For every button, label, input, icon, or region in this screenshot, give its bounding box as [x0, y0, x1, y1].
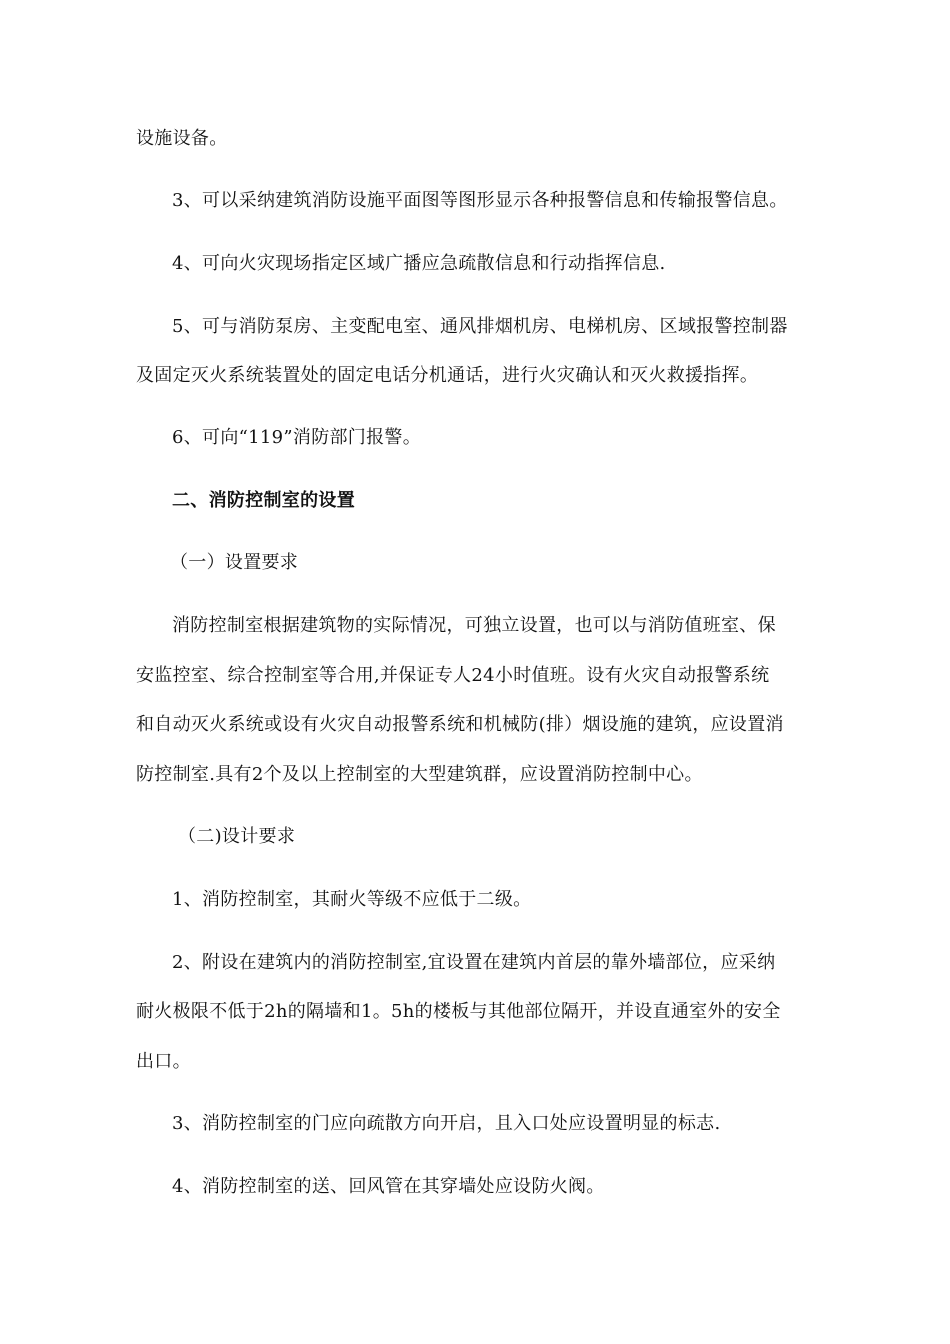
list-item-4: 4、可向火灾现场指定区域广播应急疏散信息和行动指挥信息.: [172, 253, 666, 274]
requirement-2-line-1: 2、附设在建筑内的消防控制室,宜设置在建筑内首层的靠外墙部位，应采纳: [172, 952, 776, 973]
paragraph-line-3: 和自动灭火系统或设有火灾自动报警系统和机械防(排）烟设施的建筑，应设置消: [136, 714, 784, 735]
subsection-heading-2: （二)设计要求: [178, 826, 296, 847]
list-item-5-line-1: 5、可与消防泵房、主变配电室、通风排烟机房、电梯机房、区域报警控制器: [172, 316, 788, 337]
subsection-heading-1: （一）设置要求: [170, 552, 299, 573]
paragraph-line-2: 安监控室、综合控制室等合用,并保证专人24小时值班。设有火灾自动报警系统: [136, 665, 770, 686]
list-item-3: 3、可以采纳建筑消防设施平面图等图形显示各种报警信息和传输报警信息。: [172, 190, 788, 211]
paragraph-line-1: 消防控制室根据建筑物的实际情况，可独立设置，也可以与消防值班室、保: [172, 615, 776, 636]
requirement-3: 3、消防控制室的门应向疏散方向开启，且入口处应设置明显的标志.: [172, 1113, 721, 1134]
list-item-5-line-2: 及固定灭火系统装置处的固定电话分机通话，进行火灾确认和灭火救援指挥。: [136, 365, 759, 386]
paragraph-continuation: 设施设备。: [136, 128, 228, 149]
requirement-1: 1、消防控制室，其耐火等级不应低于二级。: [172, 889, 532, 910]
requirement-2-line-3: 出口。: [136, 1051, 191, 1072]
requirement-4: 4、消防控制室的送、回风管在其穿墙处应设防火阀。: [172, 1176, 605, 1197]
section-heading: 二、消防控制室的设置: [172, 490, 355, 511]
paragraph-line-4: 防控制室.具有2个及以上控制室的大型建筑群，应设置消防控制中心。: [136, 764, 703, 785]
requirement-2-line-2: 耐火极限不低于2h的隔墙和1。5h的楼板与其他部位隔开，并设直通室外的安全: [136, 1001, 781, 1022]
list-item-6: 6、可向“119”消防部门报警。: [172, 427, 422, 448]
